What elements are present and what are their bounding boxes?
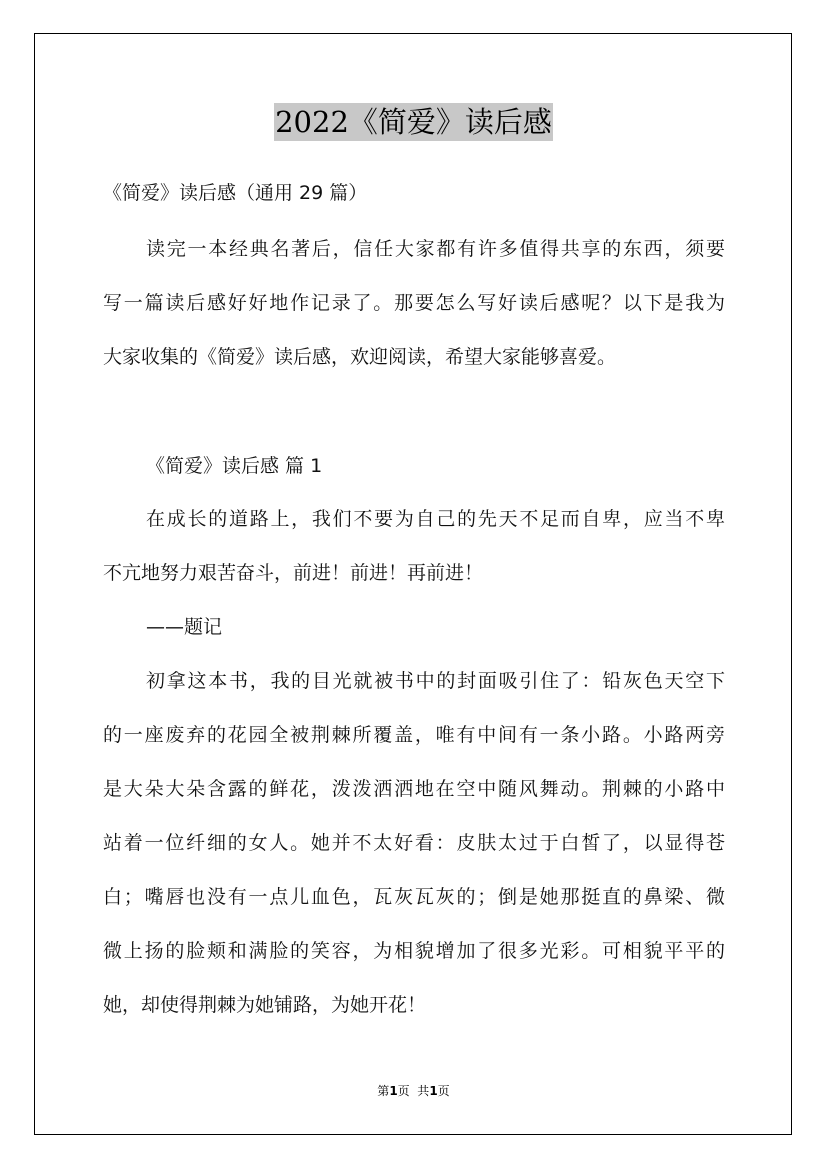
footer-page-suffix: 页 — [437, 1084, 450, 1098]
intro-line-2: 写一篇读后感好好地作记录了。那要怎么写好读后感呢？以下是我为 — [103, 292, 725, 314]
footer-page-mid: 页 共 — [397, 1084, 430, 1098]
title-container — [0, 103, 827, 141]
body-line-4: 站着一位纤细的女人。她并不太好看：皮肤太过于白皙了，以显得苍 — [103, 832, 725, 854]
document-subtitle: 《简爱》读后感（通用 29 篇） — [103, 182, 368, 204]
intro-line-3: 大家收集的《简爱》读后感，欢迎阅读，希望大家能够喜爱。 — [103, 346, 617, 368]
body-line-1: 初拿这本书，我的目光就被书中的封面吸引住了：铅灰色天空下 — [146, 670, 725, 692]
body-line-7: 她，却使得荆棘为她铺路，为她开花！ — [103, 994, 427, 1016]
body-line-2: 的一座废弃的花园全被荆棘所覆盖，唯有中间有一条小路。小路两旁 — [103, 724, 725, 746]
body-line-5: 白；嘴唇也没有一点儿血色，瓦灰瓦灰的；倒是她那挺直的鼻梁、微 — [103, 886, 725, 908]
epigraph-source: ——题记 — [146, 616, 223, 638]
section-heading: 《简爱》读后感 篇 1 — [146, 455, 323, 477]
footer-page-current: 1 — [389, 1084, 398, 1098]
body-line-3: 是大朵大朵含露的鲜花，泼泼洒洒地在空中随风舞动。荆棘的小路中 — [103, 778, 725, 800]
document-title: 2022《简爱》读后感 — [275, 105, 552, 139]
footer-page-prefix: 第 — [377, 1084, 390, 1098]
epigraph-line-1: 在成长的道路上，我们不要为自己的先天不足而自卑，应当不卑 — [146, 508, 725, 530]
epigraph-line-2: 不亢地努力艰苦奋斗，前进！前进！再前进！ — [103, 562, 484, 584]
body-line-6: 微上扬的脸颊和满脸的笑容，为相貌增加了很多光彩。可相貌平平的 — [103, 940, 725, 962]
page-footer — [0, 1084, 827, 1098]
intro-line-1: 读完一本经典名著后，信任大家都有许多值得共享的东西，须要 — [146, 238, 725, 260]
footer-page-total: 1 — [429, 1084, 438, 1098]
